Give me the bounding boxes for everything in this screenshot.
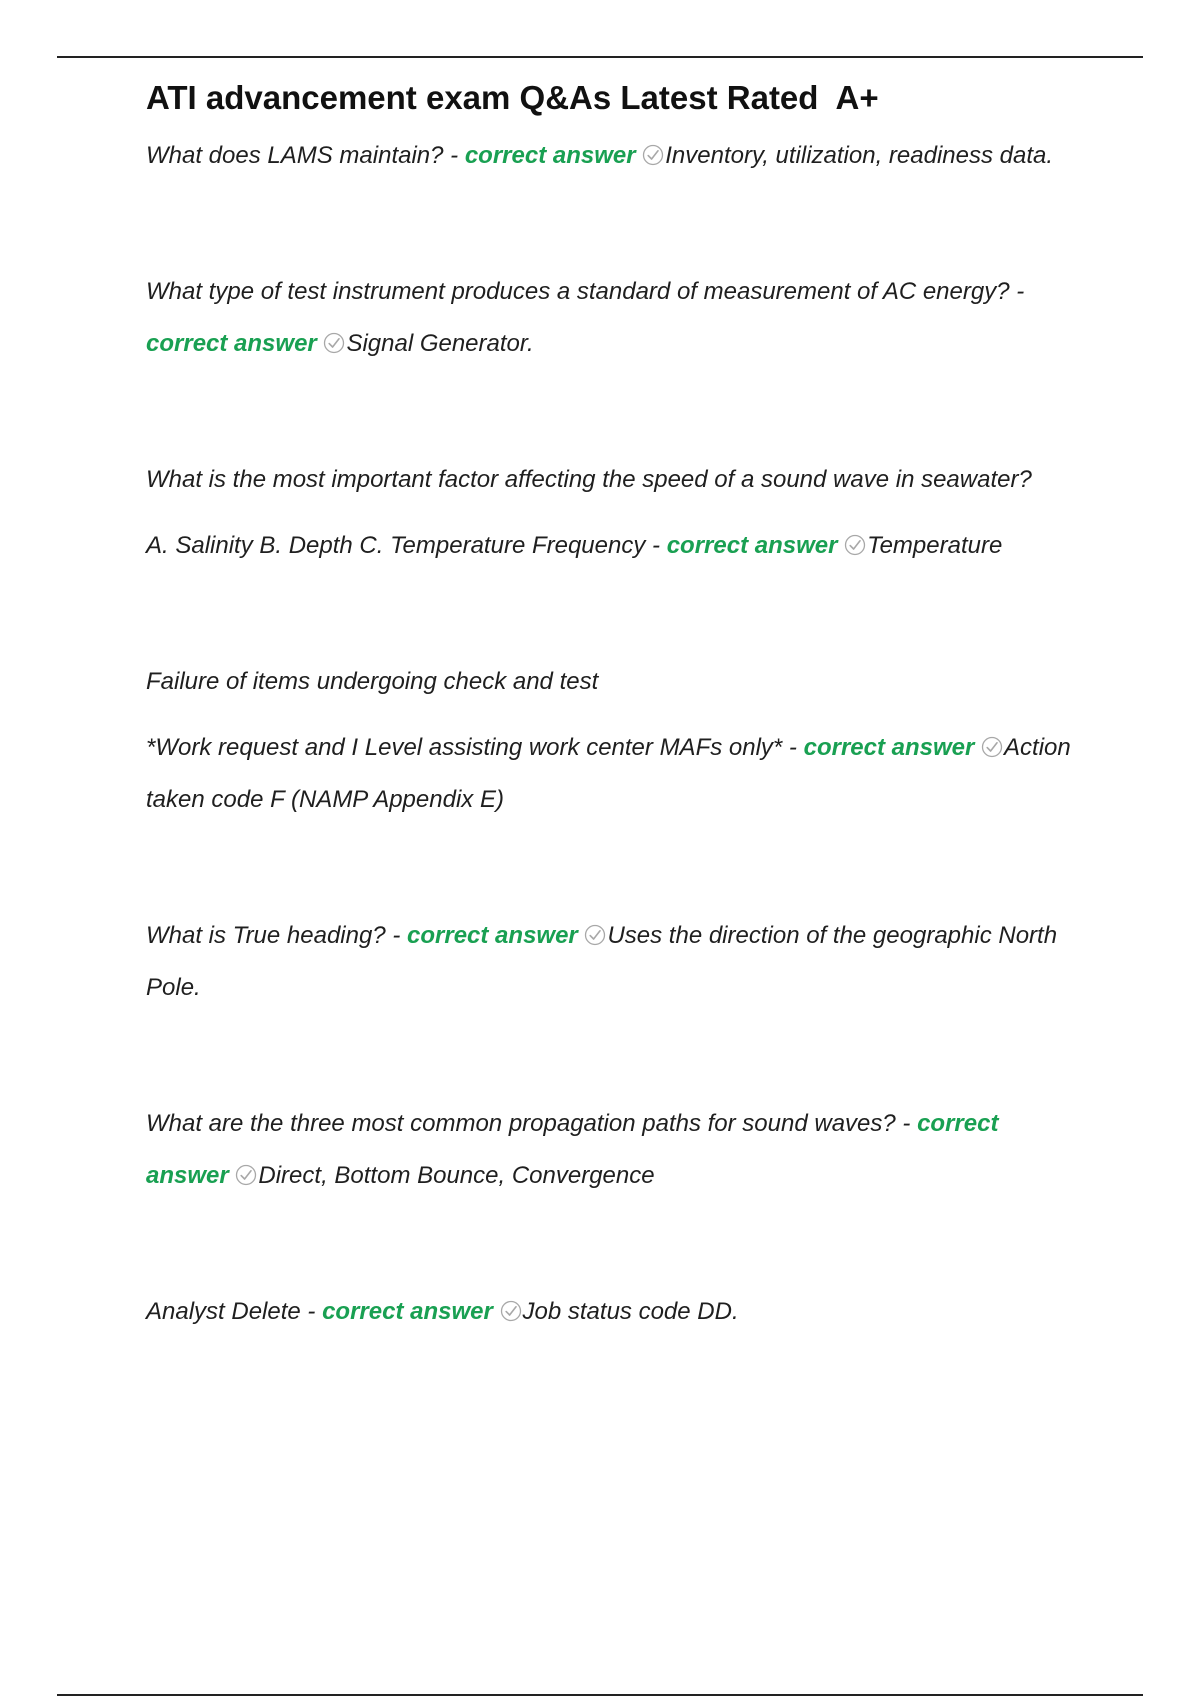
- qa-answer-line: [146, 1098, 1086, 1202]
- header-rule: [57, 56, 1143, 58]
- separator: -: [645, 532, 667, 559]
- check-mark-icon: [642, 144, 664, 166]
- check-mark-icon: [844, 534, 866, 556]
- question-text: What is True heading?: [146, 922, 386, 949]
- qa-item: [146, 266, 1086, 370]
- question-text: What does LAMS maintain?: [146, 142, 444, 169]
- correct-answer-label: correct answer: [803, 734, 975, 761]
- question-line: Failure of items undergoing check and test: [146, 668, 599, 695]
- correct-answer-label: correct answer: [666, 532, 838, 559]
- qa-item: [146, 1098, 1086, 1202]
- correct-answer-label: correct answer: [464, 142, 636, 169]
- answer-text: Action taken code F (NAMP Appendix E): [146, 734, 1071, 813]
- correct-answer-label: correct answer: [146, 1110, 999, 1189]
- answer-text: Signal Generator.: [346, 330, 534, 357]
- question-text: What type of test instrument produces a standard of measurement of AC energy?: [146, 278, 1010, 305]
- question-text: *Work request and I Level assisting work center MAFs only*: [146, 734, 783, 761]
- answer-text: Inventory, utilization, readiness data.: [665, 142, 1054, 169]
- question-text: What are the three most common propagation paths for sound waves?: [146, 1110, 896, 1137]
- qa-answer-line: [146, 722, 1086, 826]
- separator: -: [300, 1298, 323, 1325]
- question-text: A. Salinity B. Depth C. Temperature Frequency: [146, 532, 646, 559]
- correct-answer-label: correct answer: [407, 922, 578, 949]
- answer-text: Job status code DD.: [522, 1298, 739, 1325]
- qa-item: [146, 454, 1086, 572]
- check-mark-icon: [323, 332, 345, 354]
- answer-text: Temperature: [867, 532, 1003, 559]
- document-title: ATI advancement exam Q&As Latest Rated A+: [146, 79, 879, 116]
- qa-item: [146, 656, 1086, 826]
- question-line: What is the most important factor affecting the speed of a sound wave in seawater?: [146, 466, 1032, 493]
- correct-answer-label: correct answer: [322, 1298, 493, 1325]
- separator: -: [443, 142, 465, 169]
- qa-item: [146, 130, 1086, 182]
- document-page: [146, 72, 1086, 1338]
- question-text: Analyst Delete: [146, 1298, 301, 1325]
- answer-text: Uses the direction of the geographic North Pole.: [146, 922, 1058, 1001]
- check-mark-icon: [584, 924, 606, 946]
- footer-rule: [57, 1694, 1143, 1696]
- qa-answer-line: [146, 130, 1086, 182]
- qa-answer-line: [146, 910, 1086, 1014]
- qa-answer-line: [146, 266, 1086, 370]
- separator: -: [1009, 278, 1025, 305]
- separator: -: [782, 734, 804, 761]
- qa-answer-line: [146, 1286, 1086, 1338]
- separator: -: [895, 1110, 918, 1137]
- qa-answer-line: [146, 520, 1086, 572]
- check-mark-icon: [500, 1300, 522, 1322]
- correct-answer-label: correct answer: [146, 330, 317, 357]
- separator: -: [385, 922, 408, 949]
- qa-item: [146, 910, 1086, 1014]
- answer-text: Direct, Bottom Bounce, Convergence: [258, 1162, 655, 1189]
- check-mark-icon: [235, 1164, 257, 1186]
- qa-item: [146, 1286, 1086, 1338]
- check-mark-icon: [981, 736, 1003, 758]
